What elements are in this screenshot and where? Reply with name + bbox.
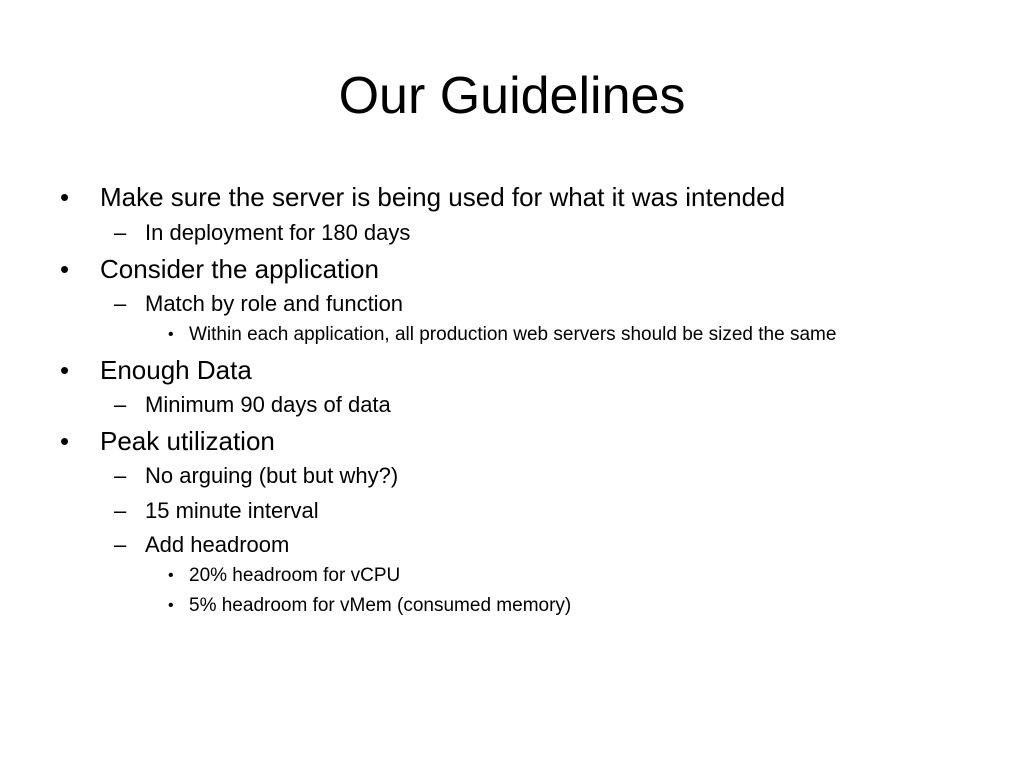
bullet-text: Peak utilization [100, 426, 275, 456]
bullet-text: Consider the application [100, 254, 379, 284]
dash-marker: – [114, 532, 127, 557]
dash-marker: – [114, 392, 127, 417]
slide-title: Our Guidelines [338, 67, 686, 125]
dash-marker: – [114, 220, 127, 245]
bullet-marker: • [60, 426, 70, 456]
dash-marker: – [114, 291, 127, 316]
sub-sub-bullet-text: 20% headroom for vCPU [189, 565, 401, 586]
sub-sub-bullet-text: 5% headroom for vMem (consumed memory) [189, 595, 572, 616]
bullet-text: Enough Data [100, 355, 252, 385]
sub-bullet-text: No arguing (but but why?) [145, 463, 399, 488]
small-bullet-marker: • [168, 597, 174, 614]
sub-bullet-text: Add headroom [145, 532, 290, 557]
sub-sub-bullet-text: Within each application, all production web servers should be sized the same [189, 324, 837, 345]
small-bullet-marker: • [168, 326, 174, 343]
sub-bullet-text: 15 minute interval [145, 498, 319, 523]
small-bullet-marker: • [168, 567, 174, 584]
bullet-marker: • [60, 254, 70, 284]
sub-bullet-text: In deployment for 180 days [145, 220, 411, 245]
dash-marker: – [114, 463, 127, 488]
sub-bullet-text: Minimum 90 days of data [145, 392, 391, 417]
bullet-marker: • [60, 355, 70, 385]
sub-bullet-text: Match by role and function [145, 291, 404, 316]
bullet-marker: • [60, 182, 70, 212]
dash-marker: – [114, 498, 127, 523]
bullet-text: Make sure the server is being used for what it was intended [100, 182, 786, 212]
